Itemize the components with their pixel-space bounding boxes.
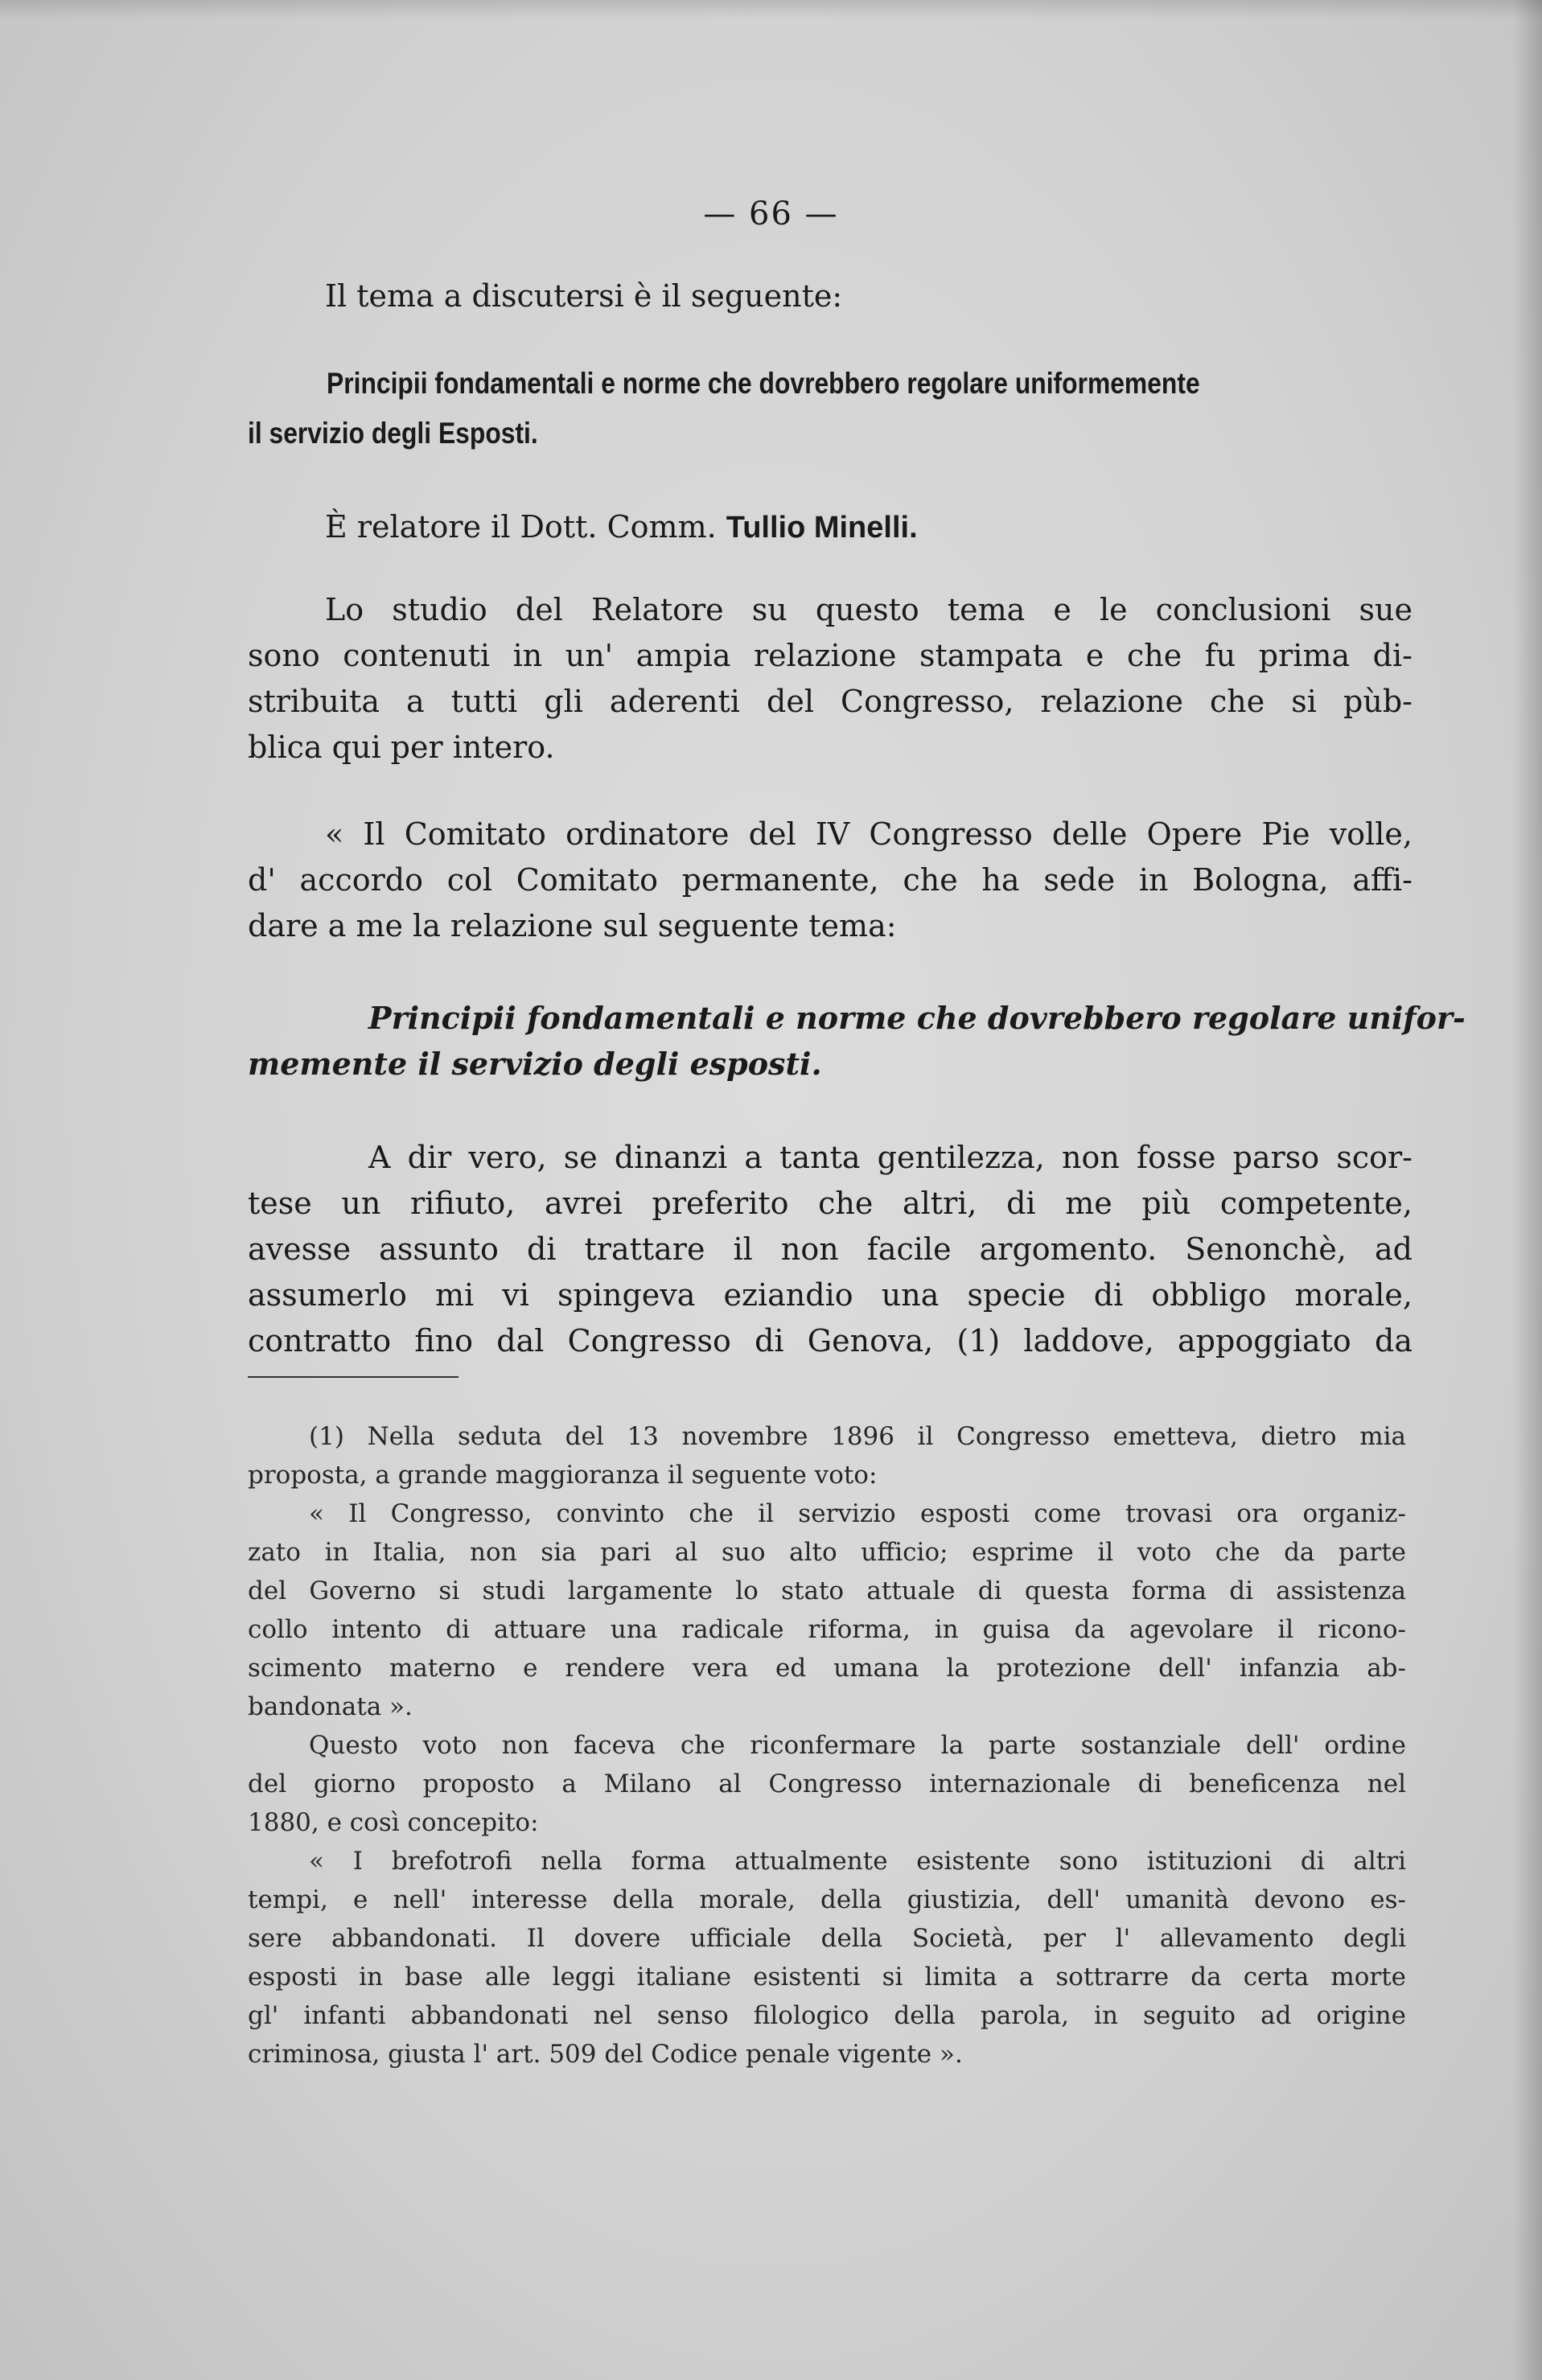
p3-line-2: tese un rifiuto, avrei preferito che altri, di me più competente,	[248, 1186, 1412, 1221]
p2-line-2: d' accordo col Comitato permanente, che ha sede in Bologna, affi-	[248, 862, 1412, 898]
footnote-line-17: criminosa, giusta l' art. 509 del Codice penale vigente ».	[248, 2040, 963, 2069]
footnote-line-8: bandonata ».	[248, 1692, 413, 1721]
p1-line-1: Lo studio del Relatore su questo tema e le conclusioni sue	[325, 592, 1412, 627]
footnote-line-5: del Governo si studi largamente lo stato attuale di questa forma di assistenza	[248, 1576, 1406, 1605]
p3-line-3: avesse assunto di trattare il non facile argomento. Senonchè, ad	[248, 1231, 1412, 1267]
theme-italic-line-1: Principii fondamentali e norme che dovrebbero regolare unifor-	[368, 1000, 1466, 1036]
p3-line-4: assumerlo mi vi spingeva eziandio una specie di obbligo morale,	[248, 1277, 1412, 1313]
page-shadow-top	[0, 0, 1542, 19]
relatore-prefix: È relatore il Dott. Comm.	[325, 509, 717, 545]
heading-line-2: il servizio degli Esposti.	[248, 417, 538, 450]
footnote-line-12: « I brefotrofi nella forma attualmente esistente sono istituzioni di altri	[309, 1847, 1406, 1876]
p2-line-1: « Il Comitato ordinatore del IV Congresso delle Opere Pie volle,	[325, 816, 1412, 852]
page-shadow-right	[1513, 0, 1542, 2380]
relatore-line	[325, 504, 918, 550]
p1-line-4: blica qui per intero.	[248, 730, 555, 765]
footnote-line-6: collo intento di attuare una radicale riforma, in guisa da agevolare il ricono-	[248, 1615, 1406, 1644]
theme-italic-line-2: memente il servizio degli esposti.	[248, 1046, 822, 1082]
footnote-line-14: sere abbandonati. Il dovere ufficiale della Società, per l' allevamento degli	[248, 1924, 1406, 1953]
footnote-line-7: scimento materno e rendere vera ed umana la protezione dell' infanzia ab-	[248, 1654, 1406, 1683]
footnote-line-15: esposti in base alle leggi italiane esistenti si limita a sottrarre da certa morte	[248, 1963, 1406, 1992]
page-number: — 66 —	[703, 195, 839, 232]
p1-line-3: stribuita a tutti gli aderenti del Congresso, relazione che si pùb-	[248, 684, 1412, 719]
footnote-line-16: gl' infanti abbandonati nel senso filologico della parola, in seguito ad origine	[248, 2001, 1406, 2030]
footnote-line-2: proposta, a grande maggioranza il seguente voto:	[248, 1461, 878, 1490]
footnote-separator	[248, 1376, 458, 1378]
footnote-line-11: 1880, e così concepito:	[248, 1808, 539, 1837]
p2-line-3: dare a me la relazione sul seguente tema:	[248, 908, 897, 943]
relatore-name: Tullio Minelli.	[726, 511, 918, 545]
heading-line-1: Principii fondamentali e norme che dovrebbero regolare uniformemente	[327, 367, 1200, 400]
footnote-line-3: « Il Congresso, convinto che il servizio esposti come trovasi ora organiz-	[309, 1499, 1406, 1528]
footnote-line-1: (1) Nella seduta del 13 novembre 1896 il Congresso emetteva, dietro mia	[309, 1422, 1406, 1451]
p3-line-5: contratto fino dal Congresso di Genova, (1) laddove, appoggiato da	[248, 1323, 1412, 1359]
footnote-line-13: tempi, e nell' interesse della morale, della giustizia, dell' umanità devono es-	[248, 1885, 1406, 1914]
footnote-line-9: Questo voto non faceva che riconfermare la parte sostanziale dell' ordine	[309, 1731, 1406, 1760]
intro-line: Il tema a discutersi è il seguente:	[325, 278, 843, 314]
p3-line-1: A dir vero, se dinanzi a tanta gentilezza, non fosse parso scor-	[368, 1140, 1412, 1175]
p1-line-2: sono contenuti in un' ampia relazione stampata e che fu prima di-	[248, 638, 1412, 673]
footnote-line-10: del giorno proposto a Milano al Congresso internazionale di beneficenza nel	[248, 1770, 1406, 1798]
footnote-line-4: zato in Italia, non sia pari al suo alto ufficio; esprime il voto che da parte	[248, 1538, 1406, 1567]
